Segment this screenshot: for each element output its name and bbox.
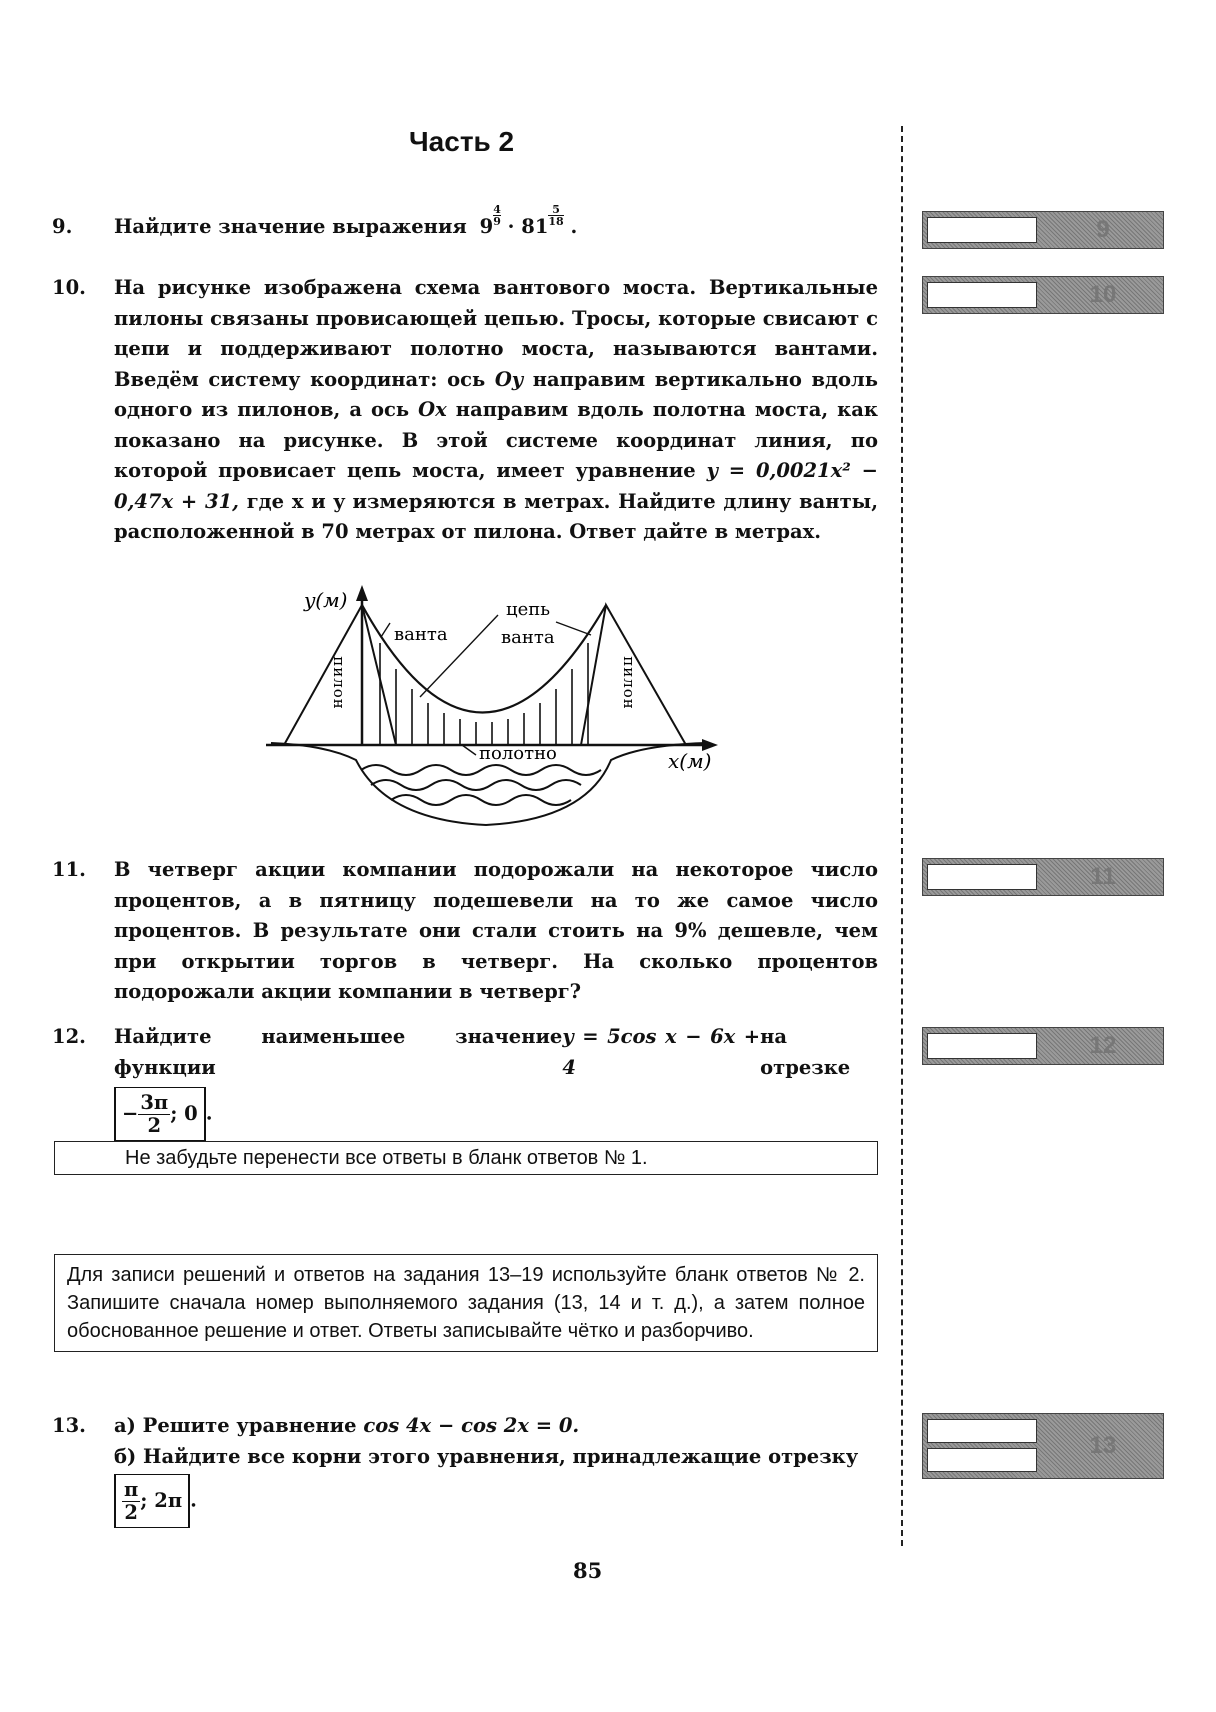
answer-box-9 (922, 211, 1164, 249)
task-number: 10. (52, 276, 86, 299)
base-9: 9 (479, 215, 494, 238)
answer-field[interactable] (927, 217, 1037, 243)
task-text: Найдите наименьшее значение функции (114, 1025, 563, 1079)
task-body (114, 1022, 878, 1141)
instructions-box (54, 1254, 878, 1352)
answer-box-11 (922, 858, 1164, 896)
answer-box-12 (922, 1027, 1164, 1065)
chain-label: цепь (506, 599, 551, 620)
cut-line (901, 126, 903, 1546)
water-wave (391, 795, 571, 805)
task-part-a: а) Решите уравнение (114, 1414, 357, 1437)
task-text: На рисунке изображена схема вантового моста. Вертикальные пилоны связаны провисающей цепью. Тросы, которые свисают с цепи и поддерживают полотно моста, называются вантами. Введём систему координат: ось (114, 276, 878, 391)
period: . (570, 215, 578, 238)
answer-field[interactable] (927, 864, 1037, 890)
task-11 (52, 855, 878, 1008)
equation: cos 4x − cos 2x = 0. (363, 1414, 580, 1437)
interval (114, 1087, 206, 1141)
task-body (114, 273, 878, 548)
task-text: где x и y измеряются в метрах. Найдите длину ванты, расположенной в 70 метрах от пилона. Ответ дайте в метрах. (114, 489, 878, 543)
function: y = 5cos x − 6x + 4 (562, 1025, 761, 1079)
y-axis-label: y(м) (304, 588, 348, 612)
vanta-label-right: ванта (501, 627, 555, 648)
task-9 (52, 203, 878, 243)
task-number: 9. (52, 215, 73, 238)
answer-box-label: 11 (1090, 863, 1116, 890)
leader-line (381, 623, 390, 637)
chain-curve (362, 605, 606, 713)
task-number: 11. (52, 858, 86, 881)
chain-equation: y = 0,0021x² − 0,47x + 31, (114, 459, 879, 513)
task-text: направим вертикально вдоль одного из пилонов, а ось (114, 367, 879, 421)
task-body (114, 1411, 878, 1528)
pylon-right-label: пилон (620, 656, 638, 710)
answer-box-10 (922, 276, 1164, 314)
page-number: 85 (573, 1558, 603, 1583)
task-13 (52, 1411, 878, 1528)
bridge-diagram (266, 585, 726, 847)
transfer-note (54, 1141, 878, 1175)
interval (114, 1474, 190, 1528)
axis-ox: Ox (418, 398, 447, 421)
minus-sign: − (122, 1102, 139, 1125)
task-number: 13. (52, 1414, 86, 1437)
task-part-b: б) Найдите все корни этого уравнения, принадлежащие отрезку (114, 1444, 859, 1468)
answer-box-label: 10 (1089, 281, 1117, 308)
task-body (114, 203, 878, 243)
exponent-5-18: $\frac{5}{18}$ (548, 203, 564, 228)
leader-line (462, 745, 476, 755)
multiply-sign: · (507, 215, 515, 238)
water-wave (371, 780, 581, 790)
task-12 (52, 1022, 878, 1141)
answer-field[interactable] (927, 282, 1037, 308)
x-axis-label: x(м) (668, 749, 712, 773)
fraction: $\frac{3\pi}{2}$ (140, 1091, 169, 1137)
exponent-4-9: $\frac{4}{9}$ (493, 203, 501, 228)
task-body: В четверг акции компании подорожали на некоторое число процентов, а в пятницу подешевели на то же самое число процентов. В результате они стали стоить на 9% дешевле, чем при открытии торгов в четверг. На сколько процентов подорожали акции компании в четверг? (114, 858, 878, 1003)
interval-end: ; 2π (140, 1489, 183, 1512)
axis-oy: Oy (494, 367, 524, 391)
expression (479, 203, 578, 238)
answer-box-label: 9 (1096, 216, 1110, 243)
answer-box-label: 12 (1089, 1032, 1117, 1059)
task-10 (52, 273, 878, 548)
task-number: 12. (52, 1025, 86, 1048)
answer-field[interactable] (927, 1419, 1037, 1443)
transfer-note-text: Не забудьте перенести все ответы в бланк ответов № 1. (125, 1147, 648, 1169)
y-axis-arrow (356, 585, 368, 601)
part-title: Часть 2 (409, 126, 515, 157)
period: . (190, 1488, 197, 1512)
period: . (205, 1101, 213, 1125)
base-81: 81 (521, 215, 549, 238)
answer-box-13 (922, 1413, 1164, 1479)
interval-end: ; 0 (170, 1102, 198, 1125)
task-text: направим вдоль полотна моста, как показано на рисунке. В этой системе координат линия, по которой провисает цепь моста, имеет уравнение (114, 398, 878, 482)
task-text: на отрезке (760, 1025, 851, 1079)
task-text: Найдите значение выражения (114, 215, 467, 238)
answer-box-label: 13 (1089, 1432, 1117, 1459)
deck-label: полотно (479, 743, 557, 764)
instructions-text: Для записи решений и ответов на задания 13–19 используйте бланк ответов № 2. Запишите сначала номер выполняемого задания (13, 14 и т. д.), а затем полное обоснованное решение и ответ. Ответы записывайте чётко и разборчиво. (67, 1264, 865, 1342)
answer-field[interactable] (927, 1033, 1037, 1059)
vantas (380, 643, 588, 745)
fraction: $\frac{\pi}{2}$ (124, 1478, 139, 1524)
pylon-left-label: пилон (330, 656, 348, 710)
leader-line (556, 622, 591, 635)
water-wave (361, 765, 601, 775)
vanta-label-left: ванта (394, 624, 448, 645)
answer-field-2[interactable] (927, 1448, 1037, 1472)
